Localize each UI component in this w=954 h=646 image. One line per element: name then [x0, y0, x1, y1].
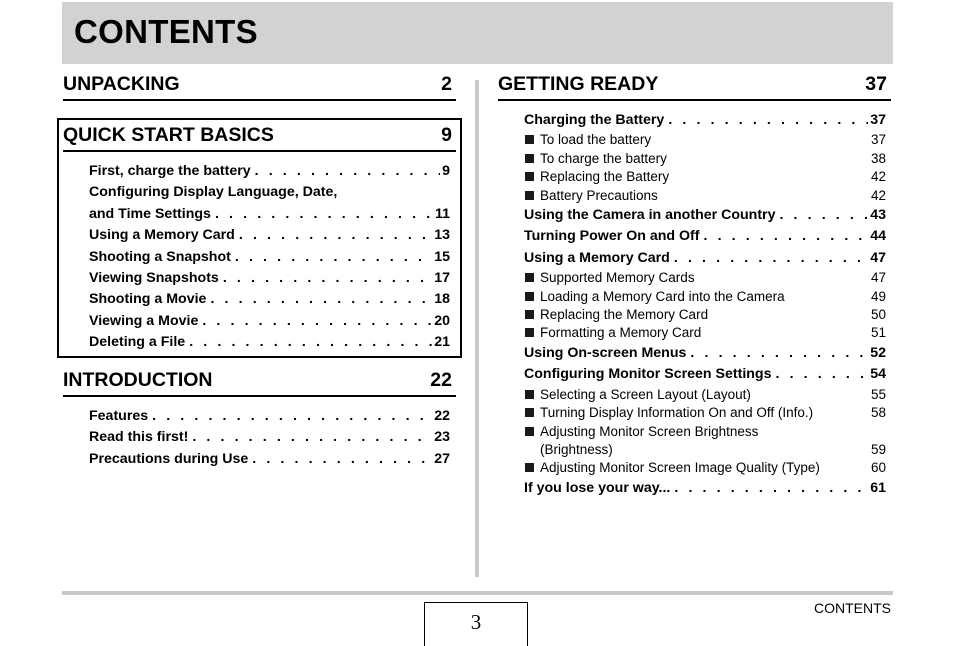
entry-label: Using On-screen Menus — [524, 344, 687, 361]
entry-label: Selecting a Screen Layout (Layout) — [540, 386, 751, 402]
entry-page: 22 — [434, 408, 450, 424]
entry-page: 37 — [870, 112, 886, 128]
entry-label: (Brightness) — [540, 441, 613, 457]
entry-page: 51 — [870, 325, 886, 341]
toc-entry[interactable] — [524, 226, 886, 247]
section-title: QUICK START BASICS — [63, 124, 274, 146]
quick-start-list — [89, 161, 450, 354]
entry-page: 47 — [870, 270, 886, 286]
toc-subentry[interactable] — [524, 459, 886, 477]
entry-row — [89, 204, 450, 225]
toc-entry[interactable] — [524, 478, 886, 499]
leader-dots — [776, 364, 869, 385]
entry-page: 59 — [870, 441, 886, 457]
toc-subentry[interactable] — [524, 404, 886, 422]
toc-subentry[interactable] — [524, 306, 886, 324]
entry-label: To load the battery — [540, 132, 652, 148]
footer-label: CONTENTS — [814, 600, 891, 616]
toc-subentry[interactable] — [524, 288, 886, 306]
entry-label: If you lose your way... — [524, 479, 671, 496]
entry-row — [540, 441, 886, 459]
toc-entry[interactable] — [89, 332, 450, 353]
leader-dots — [252, 449, 432, 470]
entry-label: Shooting a Snapshot — [89, 248, 231, 265]
section-page: 9 — [441, 124, 452, 146]
leader-dots — [674, 478, 868, 499]
entry-label: Shooting a Movie — [89, 291, 207, 308]
toc-subentry[interactable] — [524, 269, 886, 287]
entry-page: 55 — [870, 386, 886, 402]
section-unpacking[interactable] — [63, 73, 456, 101]
entry-label: Turning Display Information On and Off (Info.) — [540, 405, 814, 421]
toc-entry[interactable] — [524, 205, 886, 226]
leader-dots — [779, 205, 868, 226]
leader-dots — [235, 247, 432, 268]
entry-page: 37 — [870, 132, 886, 148]
toc-entry[interactable] — [524, 248, 886, 269]
toc-entry[interactable] — [89, 268, 450, 289]
toc-entry[interactable] — [89, 182, 450, 225]
toc-entry[interactable] — [89, 427, 450, 448]
entry-label: To charge the battery — [540, 150, 667, 166]
leader-dots — [239, 225, 432, 246]
entry-page: 23 — [434, 429, 450, 446]
entry-label: Supported Memory Cards — [540, 270, 695, 286]
entry-page: 61 — [870, 479, 886, 496]
entry-label-line1: Configuring Display Language, Date, — [89, 184, 338, 201]
entry-label: Replacing the Battery — [540, 169, 670, 185]
entry-page: 43 — [870, 207, 886, 224]
entry-page: 27 — [434, 450, 450, 467]
leader-dots — [223, 268, 432, 289]
page-number: 3 — [424, 602, 528, 646]
entry-page: 21 — [434, 334, 450, 351]
toc-entry[interactable] — [89, 449, 450, 470]
entry-label: Battery Precautions — [540, 187, 658, 203]
entry-label: Charging the Battery — [524, 112, 665, 128]
entry-label: Features — [89, 408, 149, 424]
entry-page: 50 — [870, 307, 886, 323]
toc-entry[interactable] — [89, 225, 450, 246]
entry-label: First, charge the battery — [89, 163, 251, 179]
toc-entry[interactable] — [89, 289, 450, 310]
section-introduction[interactable] — [63, 369, 456, 397]
entry-page: 13 — [434, 227, 450, 244]
title-bar — [62, 2, 893, 64]
leader-dots — [192, 427, 432, 448]
leader-dots — [152, 406, 432, 427]
leader-dots — [704, 226, 869, 247]
leader-dots — [690, 343, 868, 364]
entry-page: 60 — [870, 460, 886, 476]
introduction-list — [89, 406, 450, 470]
entry-label: Adjusting Monitor Screen Image Quality (Type) — [540, 460, 820, 476]
section-page: 2 — [441, 73, 452, 95]
entry-page: 15 — [434, 248, 450, 265]
toc-entry[interactable] — [524, 343, 886, 364]
entry-label: Viewing Snapshots — [89, 270, 219, 287]
leader-dots — [210, 289, 432, 310]
entry-label: Loading a Memory Card into the Camera — [540, 288, 785, 304]
entry-page: 52 — [870, 344, 886, 361]
entry-label: Viewing a Movie — [89, 312, 199, 329]
entry-label: Replacing the Memory Card — [540, 307, 709, 323]
entry-page: 20 — [434, 312, 450, 329]
entry-page: 58 — [870, 405, 886, 421]
toc-subentry[interactable] — [524, 324, 886, 342]
column-divider — [475, 80, 479, 577]
section-page: 37 — [865, 73, 887, 95]
entry-page: 38 — [870, 150, 886, 166]
toc-entry[interactable] — [524, 110, 886, 131]
entry-page: 47 — [870, 249, 886, 266]
entry-page: 18 — [434, 291, 450, 308]
entry-page: 49 — [870, 288, 886, 304]
leader-dots — [215, 204, 433, 225]
entry-page: 17 — [434, 270, 450, 287]
entry-page: 42 — [870, 169, 886, 185]
entry-label: Deleting a File — [89, 334, 186, 351]
entry-label: Formatting a Memory Card — [540, 325, 702, 341]
entry-label: and Time Settings — [89, 205, 211, 222]
leader-dots — [189, 332, 432, 353]
toc-subentry[interactable] — [524, 423, 886, 460]
entry-label: Turning Power On and Off — [524, 228, 700, 245]
entry-label: Using a Memory Card — [89, 227, 235, 244]
toc-entry[interactable] — [524, 364, 886, 385]
section-getting-ready[interactable] — [498, 73, 891, 101]
toc-entry[interactable] — [89, 311, 450, 332]
toc-subentry[interactable] — [524, 187, 886, 205]
toc-subentry[interactable] — [524, 131, 886, 149]
leader-dots — [668, 110, 868, 131]
section-title: GETTING READY — [498, 73, 659, 95]
entry-page: 9 — [442, 163, 450, 179]
leader-dots — [255, 161, 440, 182]
page-title: CONTENTS — [74, 13, 258, 50]
toc-entry[interactable] — [89, 161, 450, 182]
toc-subentry[interactable] — [524, 386, 886, 404]
leader-dots — [674, 248, 868, 269]
entry-label-line1: Adjusting Monitor Screen Brightness — [540, 423, 759, 439]
entry-label: Precautions during Use — [89, 450, 249, 467]
getting-ready-list — [524, 110, 886, 499]
leader-dots — [202, 311, 432, 332]
toc-entry[interactable] — [89, 247, 450, 268]
entry-label: Using the Camera in another Country — [524, 207, 776, 224]
entry-page: 54 — [870, 366, 886, 383]
section-title: UNPACKING — [63, 73, 180, 95]
footer-divider — [62, 591, 893, 595]
section-title: INTRODUCTION — [63, 369, 213, 391]
toc-subentry[interactable] — [524, 150, 886, 168]
section-page: 22 — [430, 369, 452, 391]
toc-entry[interactable] — [89, 406, 450, 427]
entry-label: Read this first! — [89, 429, 189, 446]
entry-page: 42 — [870, 187, 886, 203]
entry-page: 44 — [870, 228, 886, 245]
entry-label: Configuring Monitor Screen Settings — [524, 366, 772, 383]
toc-subentry[interactable] — [524, 168, 886, 186]
section-quick-start[interactable] — [63, 124, 456, 152]
entry-page: 11 — [435, 205, 450, 222]
entry-label: Using a Memory Card — [524, 249, 670, 266]
